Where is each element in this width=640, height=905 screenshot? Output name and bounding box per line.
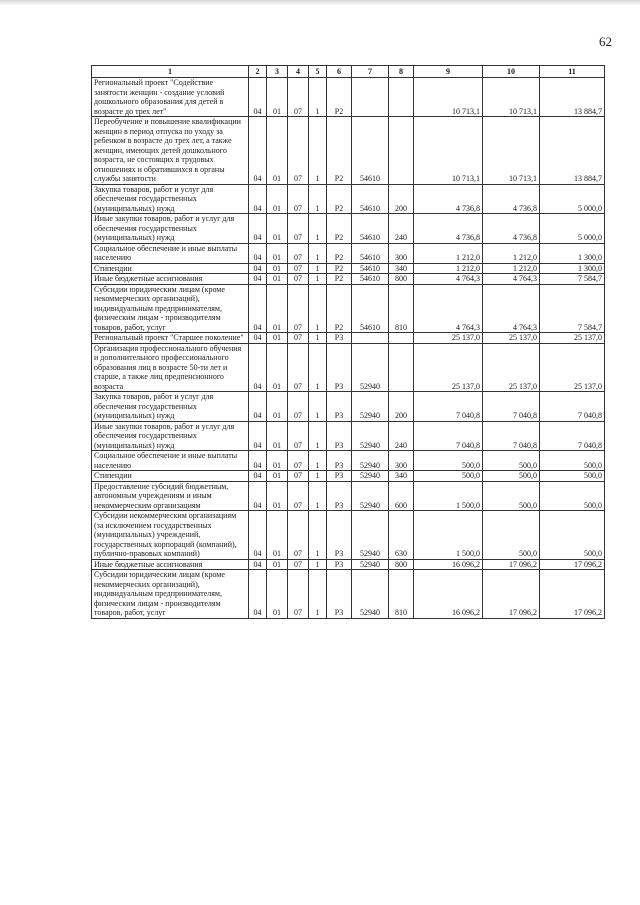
- table-row: [92, 481, 605, 511]
- code-direction: 52940: [352, 511, 389, 560]
- amount-year-2: 1 212,0: [483, 243, 540, 263]
- code-subprogram: P3: [327, 481, 352, 511]
- row-name: Субсидии юридическим лицам (кроме некоммерческих организаций), индивидуальным предпринимателям, физическим лицам - производителям товаров, работ, услуг: [92, 284, 249, 333]
- amount-year-2: 4 764,3: [483, 284, 540, 333]
- amount-year-1: 4 764,3: [414, 284, 483, 333]
- code-subsection: 01: [267, 481, 288, 511]
- code-direction: 54610: [352, 184, 389, 214]
- row-name: Переобучение и повышение квалификации женщин в период отпуска по уходу за ребенком в возрасте до трех лет, а также женщин, имеющих детей дошкольного возраста, не состоящих в трудовых отношениях и обратившихся в органы службы занятости: [92, 117, 249, 185]
- header-cell: 5: [309, 66, 327, 78]
- code-target-article: 07: [288, 421, 309, 451]
- header-cell: 6: [327, 66, 352, 78]
- code-target-article: 07: [288, 481, 309, 511]
- code-subsection: 01: [267, 570, 288, 619]
- row-name: Закупка товаров, работ и услуг для обеспечения государственных (муниципальных) нужд: [92, 392, 249, 422]
- code-program: 1: [309, 284, 327, 333]
- code-subprogram: P3: [327, 451, 352, 471]
- header-cell: 11: [540, 66, 605, 78]
- code-program: 1: [309, 511, 327, 560]
- table-row: [92, 263, 605, 274]
- code-section: 04: [249, 214, 267, 244]
- table-row: [92, 214, 605, 244]
- amount-year-2: 25 137,0: [483, 333, 540, 344]
- header-cell: 9: [414, 66, 483, 78]
- row-name: Социальное обеспечение и иные выплаты населению: [92, 451, 249, 471]
- table-row: [92, 559, 605, 570]
- amount-year-2: 10 713,1: [483, 78, 540, 117]
- amount-year-1: 10 713,1: [414, 117, 483, 185]
- code-subprogram: P2: [327, 284, 352, 333]
- amount-year-3: 5 000,0: [540, 214, 605, 244]
- table-row: [92, 392, 605, 422]
- code-direction: 54610: [352, 117, 389, 185]
- code-expense-type: [389, 333, 414, 344]
- code-direction: 52940: [352, 392, 389, 422]
- header-cell: 10: [483, 66, 540, 78]
- table-row: [92, 184, 605, 214]
- code-direction: 52940: [352, 471, 389, 482]
- code-program: 1: [309, 333, 327, 344]
- code-subsection: 01: [267, 451, 288, 471]
- code-expense-type: 810: [389, 284, 414, 333]
- code-program: 1: [309, 117, 327, 185]
- amount-year-2: 500,0: [483, 471, 540, 482]
- amount-year-3: 7 040,8: [540, 421, 605, 451]
- amount-year-1: 16 096,2: [414, 570, 483, 619]
- code-target-article: 07: [288, 274, 309, 285]
- row-name: Субсидии некоммерческим организациям (за исключением государственных (муниципальных) учреждений, государственных корпораций (компаний), публично-правовых компаний): [92, 511, 249, 560]
- table-row: [92, 511, 605, 560]
- row-name: Иные закупки товаров, работ и услуг для обеспечения государственных (муниципальных) нужд: [92, 214, 249, 244]
- code-subsection: 01: [267, 78, 288, 117]
- row-name: Региональный проект "Старшее поколение": [92, 333, 249, 344]
- code-program: 1: [309, 274, 327, 285]
- code-subsection: 01: [267, 284, 288, 333]
- code-subprogram: P2: [327, 117, 352, 185]
- amount-year-2: 4 764,3: [483, 274, 540, 285]
- code-program: 1: [309, 184, 327, 214]
- amount-year-3: 13 884,7: [540, 117, 605, 185]
- code-subprogram: P3: [327, 421, 352, 451]
- code-program: 1: [309, 392, 327, 422]
- code-direction: [352, 78, 389, 117]
- code-subsection: 01: [267, 274, 288, 285]
- amount-year-1: 4 736,8: [414, 184, 483, 214]
- code-direction: 52940: [352, 451, 389, 471]
- code-subsection: 01: [267, 392, 288, 422]
- code-subsection: 01: [267, 333, 288, 344]
- code-direction: 52940: [352, 570, 389, 619]
- code-program: 1: [309, 78, 327, 117]
- amount-year-1: 4 764,3: [414, 274, 483, 285]
- code-target-article: 07: [288, 214, 309, 244]
- table-row: [92, 117, 605, 185]
- code-program: 1: [309, 243, 327, 263]
- row-name: Иные бюджетные ассигнования: [92, 274, 249, 285]
- code-expense-type: [389, 78, 414, 117]
- code-section: 04: [249, 392, 267, 422]
- code-expense-type: 630: [389, 511, 414, 560]
- code-subsection: 01: [267, 511, 288, 560]
- amount-year-3: 500,0: [540, 471, 605, 482]
- code-expense-type: 240: [389, 214, 414, 244]
- amount-year-3: 7 584,7: [540, 284, 605, 333]
- code-target-article: 07: [288, 392, 309, 422]
- amount-year-3: 500,0: [540, 511, 605, 560]
- amount-year-2: 7 040,8: [483, 421, 540, 451]
- code-direction: [352, 333, 389, 344]
- table-row: [92, 274, 605, 285]
- code-section: 04: [249, 274, 267, 285]
- code-section: 04: [249, 511, 267, 560]
- amount-year-1: 16 096,2: [414, 559, 483, 570]
- code-target-article: 07: [288, 570, 309, 619]
- code-direction: 54610: [352, 243, 389, 263]
- amount-year-2: 25 137,0: [483, 343, 540, 392]
- code-target-article: 07: [288, 243, 309, 263]
- code-program: 1: [309, 214, 327, 244]
- code-direction: 52940: [352, 481, 389, 511]
- code-subprogram: P2: [327, 78, 352, 117]
- code-section: 04: [249, 481, 267, 511]
- code-target-article: 07: [288, 263, 309, 274]
- code-subsection: 01: [267, 263, 288, 274]
- amount-year-1: 25 137,0: [414, 343, 483, 392]
- code-subprogram: P3: [327, 559, 352, 570]
- amount-year-3: 25 137,0: [540, 343, 605, 392]
- code-expense-type: 800: [389, 274, 414, 285]
- amount-year-1: 7 040,8: [414, 392, 483, 422]
- amount-year-2: 1 212,0: [483, 263, 540, 274]
- code-section: 04: [249, 333, 267, 344]
- code-direction: 52940: [352, 343, 389, 392]
- amount-year-2: 4 736,8: [483, 184, 540, 214]
- table-row: [92, 343, 605, 392]
- code-expense-type: 240: [389, 421, 414, 451]
- code-expense-type: 340: [389, 263, 414, 274]
- amount-year-2: 500,0: [483, 451, 540, 471]
- code-subsection: 01: [267, 559, 288, 570]
- code-program: 1: [309, 451, 327, 471]
- amount-year-2: 500,0: [483, 481, 540, 511]
- code-target-article: 07: [288, 333, 309, 344]
- table-row: [92, 333, 605, 344]
- code-target-article: 07: [288, 184, 309, 214]
- code-subprogram: P2: [327, 214, 352, 244]
- table-row: [92, 451, 605, 471]
- row-name: Закупка товаров, работ и услуг для обеспечения государственных (муниципальных) нужд: [92, 184, 249, 214]
- code-subprogram: P2: [327, 184, 352, 214]
- amount-year-3: 17 096,2: [540, 559, 605, 570]
- code-subprogram: P2: [327, 243, 352, 263]
- code-program: 1: [309, 421, 327, 451]
- table-row: [92, 421, 605, 451]
- code-program: 1: [309, 343, 327, 392]
- code-program: 1: [309, 559, 327, 570]
- table-row: [92, 284, 605, 333]
- code-expense-type: 600: [389, 481, 414, 511]
- code-subsection: 01: [267, 243, 288, 263]
- amount-year-2: 17 096,2: [483, 559, 540, 570]
- code-program: 1: [309, 570, 327, 619]
- code-section: 04: [249, 559, 267, 570]
- code-subsection: 01: [267, 117, 288, 185]
- code-subprogram: P2: [327, 263, 352, 274]
- row-name: Стипендии: [92, 471, 249, 482]
- code-subprogram: P3: [327, 471, 352, 482]
- page-number: 62: [599, 34, 612, 49]
- amount-year-1: 4 736,8: [414, 214, 483, 244]
- header-cell: 2: [249, 66, 267, 78]
- amount-year-1: 1 500,0: [414, 481, 483, 511]
- amount-year-1: 1 212,0: [414, 263, 483, 274]
- amount-year-3: 5 000,0: [540, 184, 605, 214]
- code-expense-type: 340: [389, 471, 414, 482]
- header-cell: 1: [92, 66, 249, 78]
- amount-year-2: 10 713,1: [483, 117, 540, 185]
- table-body: [92, 78, 605, 619]
- amount-year-3: 7 584,7: [540, 274, 605, 285]
- amount-year-1: 7 040,8: [414, 421, 483, 451]
- code-section: 04: [249, 184, 267, 214]
- code-program: 1: [309, 263, 327, 274]
- code-expense-type: 200: [389, 184, 414, 214]
- code-target-article: 07: [288, 284, 309, 333]
- code-direction: 52940: [352, 421, 389, 451]
- code-subsection: 01: [267, 421, 288, 451]
- amount-year-1: 25 137,0: [414, 333, 483, 344]
- amount-year-2: 4 736,8: [483, 214, 540, 244]
- code-subsection: 01: [267, 184, 288, 214]
- header-row: [92, 66, 605, 78]
- code-expense-type: [389, 343, 414, 392]
- row-name: Организация профессионального обучения и дополнительного профессионального образования лиц в возрасте 50-ти лет и старше, а также лиц предпенсионного возраста: [92, 343, 249, 392]
- amount-year-3: 13 884,7: [540, 78, 605, 117]
- code-subprogram: P3: [327, 392, 352, 422]
- header-cell: 7: [352, 66, 389, 78]
- amount-year-2: 500,0: [483, 511, 540, 560]
- code-target-article: 07: [288, 559, 309, 570]
- amount-year-1: 10 713,1: [414, 78, 483, 117]
- row-name: Субсидии юридическим лицам (кроме некоммерческих организаций), индивидуальным предпринимателям, физическим лицам - производителям товаров, работ, услуг: [92, 570, 249, 619]
- code-subprogram: P3: [327, 511, 352, 560]
- code-target-article: 07: [288, 451, 309, 471]
- code-target-article: 07: [288, 117, 309, 185]
- code-expense-type: [389, 117, 414, 185]
- code-section: 04: [249, 284, 267, 333]
- code-expense-type: 200: [389, 392, 414, 422]
- code-expense-type: 810: [389, 570, 414, 619]
- header-cell: 8: [389, 66, 414, 78]
- code-subprogram: P3: [327, 570, 352, 619]
- code-direction: 52940: [352, 559, 389, 570]
- amount-year-1: 1 212,0: [414, 243, 483, 263]
- code-section: 04: [249, 117, 267, 185]
- amount-year-3: 500,0: [540, 451, 605, 471]
- amount-year-1: 1 500,0: [414, 511, 483, 560]
- code-section: 04: [249, 78, 267, 117]
- code-section: 04: [249, 471, 267, 482]
- row-name: Предоставление субсидий бюджетным, автономным учреждениям и иным некоммерческим организациям: [92, 481, 249, 511]
- scan-edge: [0, 0, 640, 6]
- code-subprogram: P3: [327, 343, 352, 392]
- code-section: 04: [249, 263, 267, 274]
- code-section: 04: [249, 343, 267, 392]
- code-target-article: 07: [288, 343, 309, 392]
- code-expense-type: 800: [389, 559, 414, 570]
- code-expense-type: 300: [389, 243, 414, 263]
- code-subsection: 01: [267, 343, 288, 392]
- table-row: [92, 78, 605, 117]
- amount-year-2: 7 040,8: [483, 392, 540, 422]
- code-direction: 54610: [352, 284, 389, 333]
- code-section: 04: [249, 570, 267, 619]
- amount-year-2: 17 096,2: [483, 570, 540, 619]
- code-target-article: 07: [288, 511, 309, 560]
- table-row: [92, 471, 605, 482]
- amount-year-3: 1 300,0: [540, 243, 605, 263]
- code-subsection: 01: [267, 214, 288, 244]
- amount-year-3: 500,0: [540, 481, 605, 511]
- amount-year-1: 500,0: [414, 471, 483, 482]
- code-target-article: 07: [288, 78, 309, 117]
- amount-year-3: 17 096,2: [540, 570, 605, 619]
- code-expense-type: 300: [389, 451, 414, 471]
- table-row: [92, 570, 605, 619]
- code-program: 1: [309, 471, 327, 482]
- row-name: Социальное обеспечение и иные выплаты населению: [92, 243, 249, 263]
- table-row: [92, 243, 605, 263]
- code-subprogram: P2: [327, 274, 352, 285]
- code-target-article: 07: [288, 471, 309, 482]
- header-cell: 3: [267, 66, 288, 78]
- code-section: 04: [249, 451, 267, 471]
- code-direction: 54610: [352, 274, 389, 285]
- code-section: 04: [249, 243, 267, 263]
- amount-year-3: 7 040,8: [540, 392, 605, 422]
- code-direction: 54610: [352, 263, 389, 274]
- row-name: Иные закупки товаров, работ и услуг для обеспечения государственных (муниципальных) нужд: [92, 421, 249, 451]
- budget-table: [91, 65, 605, 619]
- amount-year-3: 1 300,0: [540, 263, 605, 274]
- code-subprogram: P3: [327, 333, 352, 344]
- header-cell: 4: [288, 66, 309, 78]
- row-name: Стипендии: [92, 263, 249, 274]
- row-name: Иные бюджетные ассигнования: [92, 559, 249, 570]
- row-name: Региональный проект "Содействие занятости женщин - создание условий дошкольного образования для детей в возрасте до трех лет": [92, 78, 249, 117]
- code-section: 04: [249, 421, 267, 451]
- code-program: 1: [309, 481, 327, 511]
- amount-year-1: 500,0: [414, 451, 483, 471]
- code-direction: 54610: [352, 214, 389, 244]
- amount-year-3: 25 137,0: [540, 333, 605, 344]
- code-subsection: 01: [267, 471, 288, 482]
